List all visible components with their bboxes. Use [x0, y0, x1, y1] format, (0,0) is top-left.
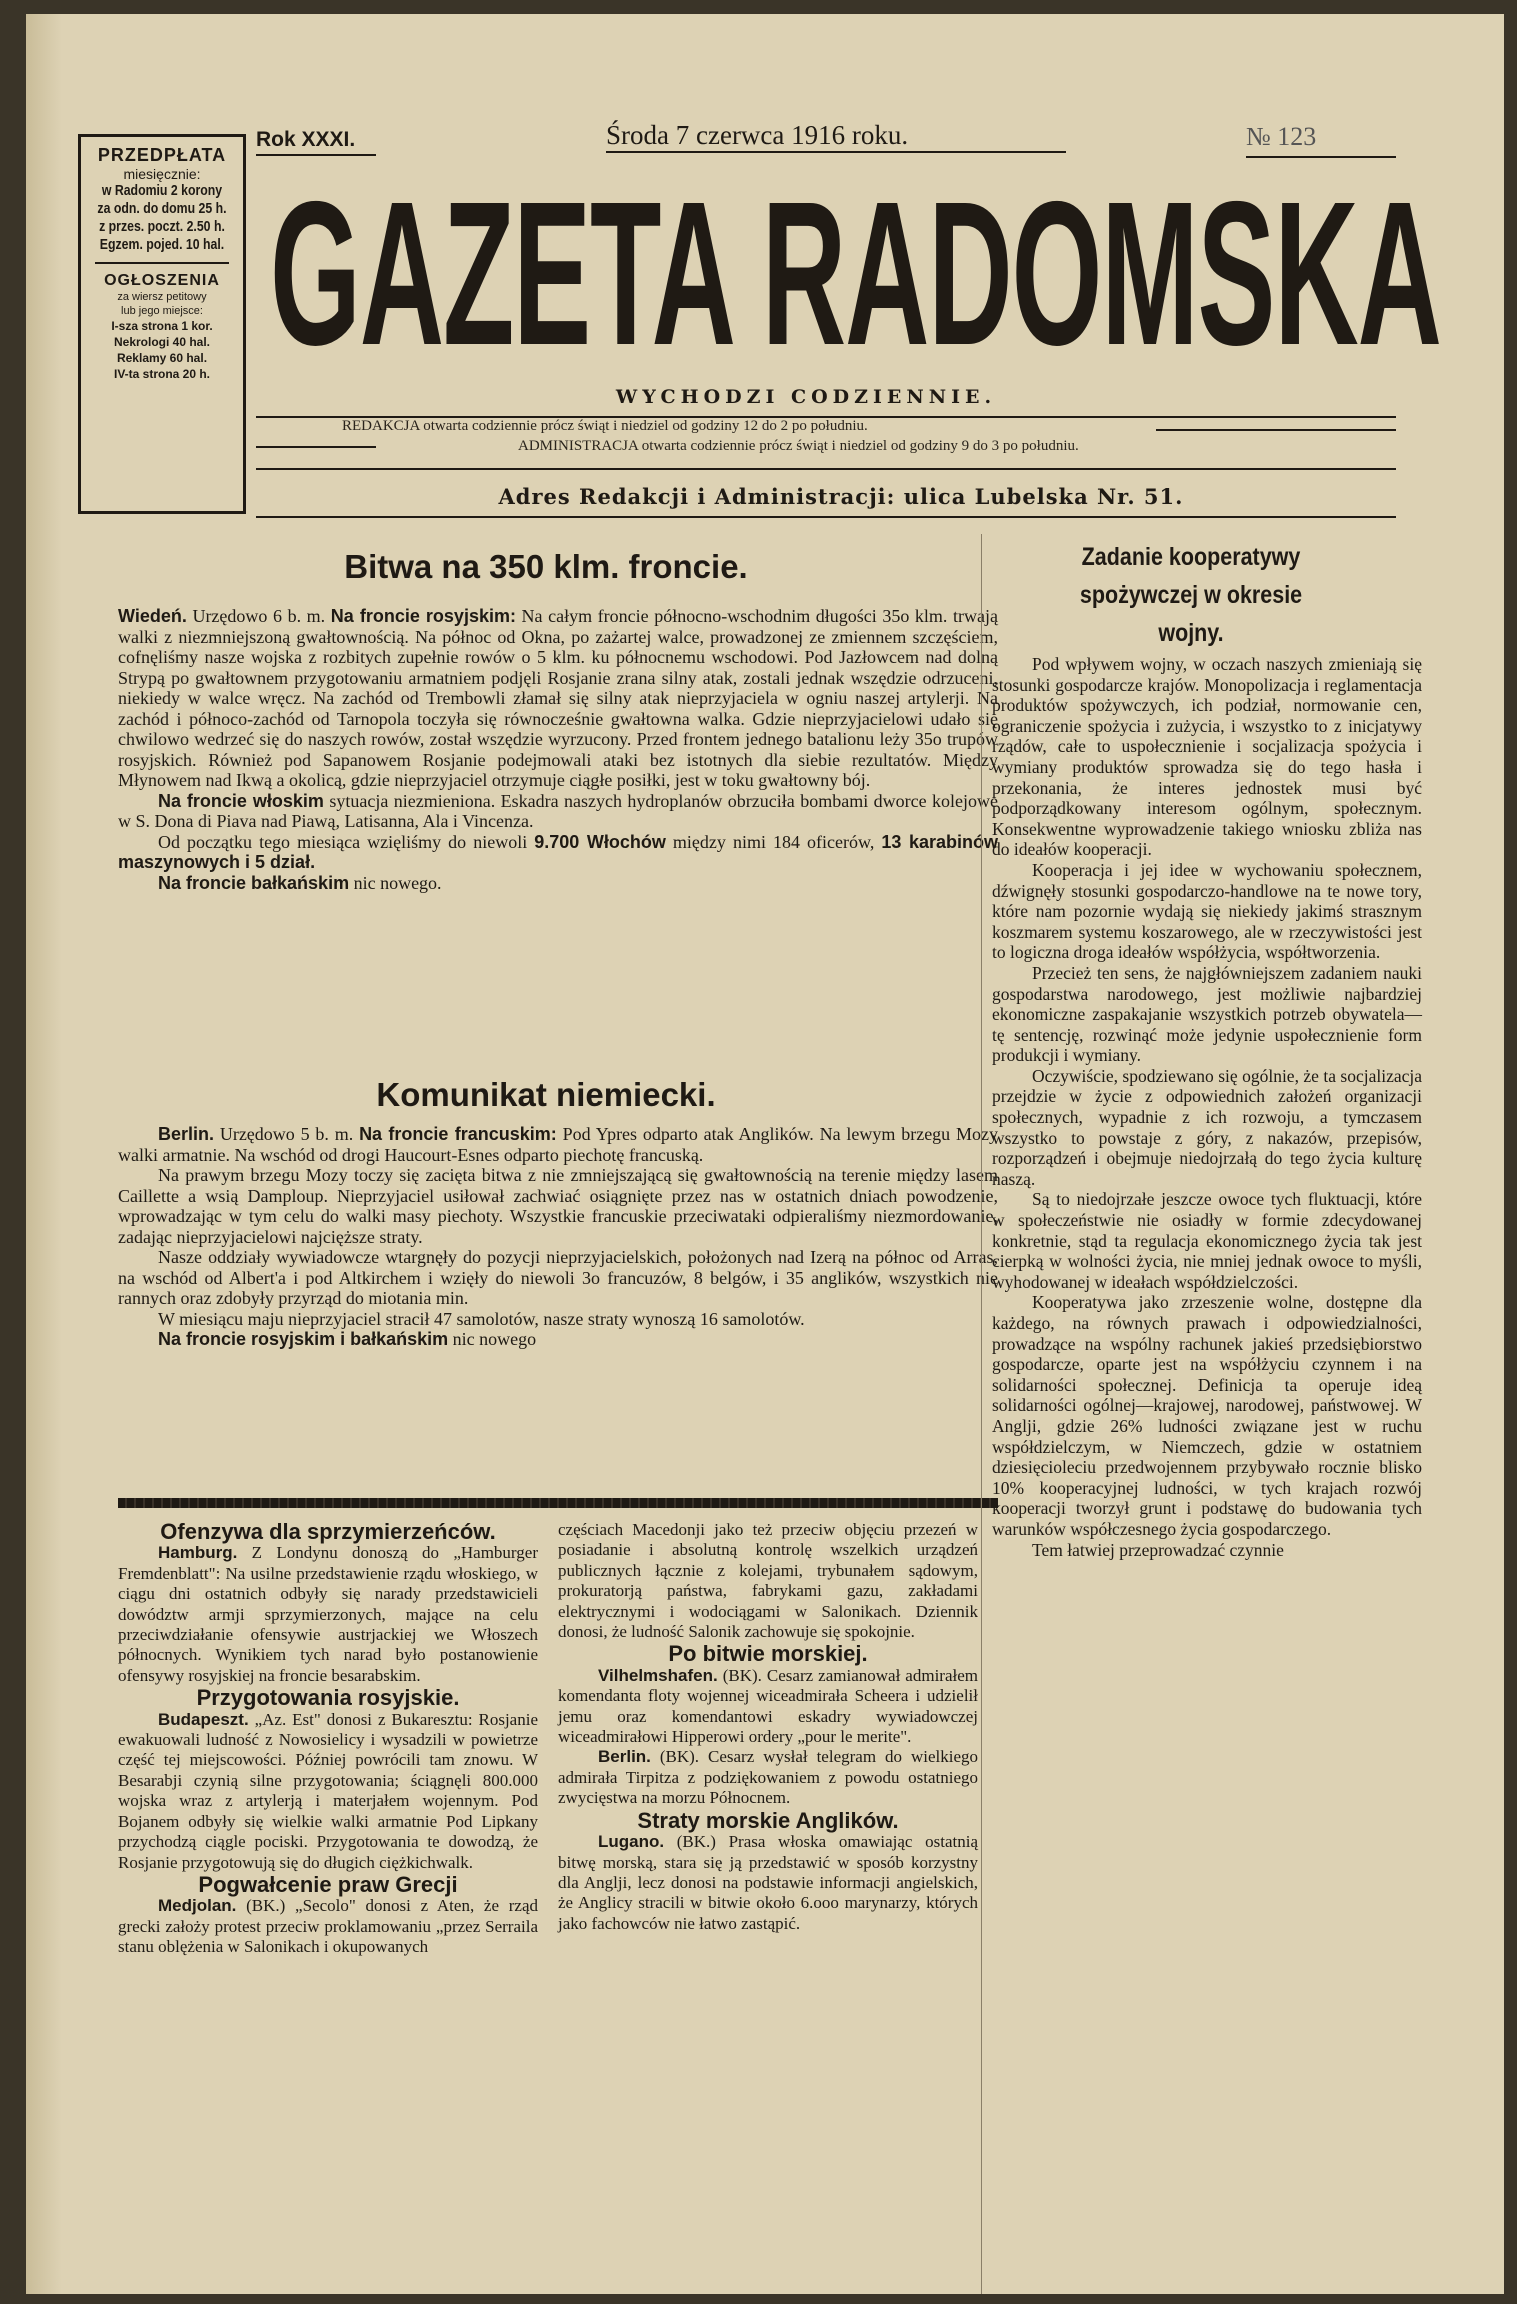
- article-headline: Komunikat niemiecki.: [376, 1076, 716, 1113]
- article-paragraph: W miesiącu maju nieprzyjaciel stracił 47 samolotów, nasze straty wynoszą 16 samolotów.: [158, 1308, 805, 1329]
- administration-hours: ADMINISTRACJA otwarta codziennie prócz świąt i niedziel od godziny 9 do 3 po południu.: [518, 438, 1079, 454]
- news-paragraph: Berlin. (BK). Cesarz wysłał telegram do wielkiego admirała Tirpitza z podziękowaniem z powodu ostatniego zwycięstwa na morzu Północnem.: [558, 1747, 978, 1808]
- article-paragraph: Są to niedojrzałe jeszcze owoce tych fluktuacji, które w społeczeństwie nie osiadły w formie zdecydowanej konkretnie, stąd ta regulacja ekonomicznego życia tak jest cierpką w wolności życia, nie mniej jednak owoce to myśli, wyhodowanej w ideałach współdzielczości.: [992, 1189, 1422, 1292]
- news-column-left: [118, 1520, 538, 1958]
- article-paragraph: Na froncie bałkańskim nic nowego.: [158, 872, 442, 893]
- subscription-period: miesięcznie:: [123, 166, 201, 182]
- newspaper-page: [26, 14, 1504, 2294]
- article-paragraph: Kooperatywa jako zrzeszenie wolne, dostępne dla każdego, na równych prawach i odpowiedzialności, prowadzące na wspólny rachunek jakieś przedsiębiorstwo gospodarcze, oparte jest na współżyciu czynnem i na solidarności społecznej. Definicja ta operuje ideą solidarności ogólnej—krajowej, narodowej, państwowej. W Anglji, gdzie 26% ludności związane jest w ruchu współdzielczym, w Niemczech, gdzie w ostatniem dziesięcioleciu przedwojennem przybywało rocznie blisko 10% kooperacyjnej ludności, w tych krajach rozwój kooperacji tworzył grunt i podstawę do budowania tych warunków współczesnego życia gospodarczego.: [992, 1292, 1422, 1539]
- section-divider: [118, 1498, 998, 1508]
- ads-price: Reklamy 60 hal.: [116, 351, 208, 365]
- ads-price: I-sza strona 1 kor.: [111, 319, 213, 333]
- issue-number: № 123: [1246, 122, 1317, 151]
- article-paragraph: Oczywiście, spodziewano się ogólnie, że ta socjalizacja przejdzie w życie z odpowiednich założeń organizacji społecznych, wypadnie z ich rozwoju, a tymczasem wszystko to powstaje z góry, z nakazów, przepisów, rozporządzeń i obejmuje niedojrzałą do tego życia kulturę naszą.: [992, 1065, 1422, 1189]
- article-headline: Bitwa na 350 klm. froncie.: [344, 548, 748, 585]
- news-headline: Ofenzywa dla sprzymierzeńców.: [160, 1519, 496, 1544]
- news-paragraph: częściach Macedonji jako też przeciw objęciu przezeń w posiadanie i absolutną kontrolę wszelkich urządzeń publicznych łącznie z kolejami, trybunałem sądowym, prokuratorją państwa, fabrykami gazu, zakładami elektrycznymi i wodociągami w Salonikach. Dziennik donosi, że ludność Salonik zachowuje się spokojnie.: [558, 1520, 978, 1642]
- article-paragraph: Tem łatwiej przeprowadzać czynnie: [1032, 1539, 1284, 1560]
- ads-note: lub jego miejsce:: [121, 305, 203, 317]
- news-headline: Straty morskie Anglików.: [637, 1807, 899, 1833]
- editorial-hours: REDAKCJA otwarta codziennie prócz świąt i niedziel od godziny 12 do 2 po południu.: [342, 418, 868, 434]
- article-paragraph: Wiedeń. Urzędowo 6 b. m. Na froncie rosyjskim: Na całym froncie północno-wschodnim długości 35o klm. trwają walki z niezmniejszoną gwałtownością. Na północ od Okna, po zażartej walce, prowadzonej ze zmiennem szczęściem, cofnęliśmy nasze wojska z rozbitych zupełnie rowów o 5 klm. ku północnemu wschodowi. Pod Jazłowcem nad dolną Strypą po gwałtownem przygotowaniu armatniem podjęli Rosjanie zrana silny atak, zostali jednak wszędzie odrzuceni, niekiedy w walce wręcz. Na zachód od Trembowli złamał się silny atak nieprzyjaciela w ogniu naszej artylerji. Na zachód i północo-zachód od Tarnopola toczyła się równocześnie gwałtowna walka. Gdzie nieprzyjacielowi udało się chwilowo wedrzeć się do naszych rowów, został wszędzie wyrzucony. Przed frontem jednego batalionu leży 35o trupów rosyjskich. Również pod Sapanowem Rosjanie podejmowali ataki bez istotnych dla siebie rezultatów. Między Młynowem nad Ikwą a okolicą, gdzie nieprzyjaciel otrzymuje ciągłe posiłki, jest w toku gwałtowny bój.: [118, 606, 998, 790]
- subscription-heading: PRZEDPŁATA: [97, 145, 227, 165]
- issue-date: Środa 7 czerwca 1916 roku.: [606, 120, 1066, 153]
- article-paragraph: Nasze oddziały wywiadowcze wtargnęły do pozycji nieprzyjacielskich, położonych nad Izerą na północ od Arras, na wschód od Albert'a i pod Altkirchem i wzięły do niewoli 3o francuzów, 8 belgów, i 35 anglików, wszystkich nie rannych oraz zdobyły przyrząd do miotania min.: [118, 1247, 998, 1308]
- news-paragraph: Vilhelmshafen. (BK). Cesarz zamianował admirałem komendanta floty wojennej wiceadmirała Scheera i udzielił jemu oraz komendantowi eskadry wywiadowczej wiceadmirałowi Hipperowi ordery „pour le merite".: [558, 1665, 978, 1747]
- article-paragraph: Od początku tego miesiąca wzięliśmy do niewoli 9.700 Włochów między nimi 184 oficerów, 13 karabinów maszynowych i 5 dział.: [118, 831, 999, 872]
- news-column-middle: [558, 1520, 978, 1934]
- news-paragraph: Budapeszt. „Az. Est" donosi z Bukaresztu: Rosjanie ewakuowali ludność z Nowosielicy i wysadzili w powietrze część tej miejscowości. Później powrócili tam znowu. W Besarabji czynią silne przygotowania; ściągnęli 800.000 wojska wraz z artylerją i materjałem wojennym. Pod Bojanem odbyły się wielkie walki armatnie Pod Lipkany przychodzą ciągle pociski. Przygotowania te dowodzą, że Rosjanie przygotowują się do długich ciężkichwalk.: [118, 1709, 538, 1872]
- price-line: z przes. poczt. 2.50 h.: [99, 218, 225, 235]
- price-line: Egzem. pojed. 10 hal.: [99, 236, 225, 253]
- news-headline: Przygotowania rosyjskie.: [196, 1685, 460, 1711]
- volume-number: Rok XXXI.: [256, 128, 356, 151]
- article-headline: Zadanie kooperatywy spożywczej w okresie wojny.: [1079, 543, 1303, 647]
- article-paragraph: Berlin. Urzędowo 5 b. m. Na froncie francuskim: Pod Ypres odparto atak Anglików. Na lewym brzegu Mozy walki armatnie. Na wschód od drogi Haucourt-Esnes odparto piechotę francuską.: [118, 1124, 998, 1165]
- news-headline: Pogwałcenie praw Grecji: [198, 1871, 458, 1897]
- article-paragraph: Na prawym brzegu Mozy toczy się zacięta bitwa z nie zmniejszającą się gwałtownością na terenie między lasem Caillette a wsią Damploup. Nieprzyjaciel usiłował zachwiać osiągnięte przez nas w ostatnich dniach powodzenie, wprowadzając w tym celu do walki masy piechoty. Wszystkie francuskie przeciwataki odpieraliśmy niezmordowanie, zadając nieprzyjacielowi najcięższe straty.: [118, 1165, 998, 1247]
- news-headline: Po bitwie morskiej.: [668, 1641, 868, 1667]
- ads-note: za wiersz petitowy: [117, 291, 207, 303]
- article-paragraph: Pod wpływem wojny, w oczach naszych zmieniają się stosunki gospodarcze krajów. Monopolizacja i reglamentacja produktów spożywczych, ich podział, normowanie cen, ograniczenie spożycia i zużycia, i wszystko to z inicjatywy rządów, całe to uspołecznienie i socjalizacja spożycia i wymiany produktów sprowadza się do tego hasła i przekonania, że interes jednostek musi być podporządkowany interesom ogólnym, społecznym. Konsekwentne wyprowadzenie takiego wniosku zbliża nas do ideałów kooperacji.: [992, 654, 1422, 860]
- address-line: Adres Redakcji i Administracji: ulica Lubelska Nr. 51.: [498, 484, 1184, 509]
- ads-price: Nekrologi 40 hal.: [113, 335, 211, 349]
- article-paragraph: Na froncie włoskim sytuacja niezmieniona. Eskadra naszych hydroplanów obrzuciła bombami dworce kolejowe w S. Dona di Piava nad Piawą, Latisanna, Ala i Vincenza.: [118, 790, 998, 831]
- article-paragraph: Przecież ten sens, że najgłówniejszem zadaniem nauki gospodarstwa narodowego, jest możliwie najbardziej ekonomiczne zaspakajanie wszystkich potrzeb obywatela—tę sentencję, rozwinąć może jedynie uspołecznienie form produkcji i wymiany.: [992, 962, 1422, 1066]
- price-line: w Radomiu 2 korony: [101, 182, 223, 199]
- article-body-right: [992, 654, 1422, 1560]
- frequency-subtitle: WYCHODZI CODZIENNIE.: [615, 386, 997, 408]
- article-body: [118, 1124, 998, 1350]
- price-line: za odn. do domu 25 h.: [97, 200, 227, 217]
- ads-heading: OGŁOSZENIA: [104, 272, 220, 289]
- ads-price: IV-ta strona 20 h.: [113, 367, 211, 381]
- newspaper-title: GAZETA RADOMSKA: [270, 159, 1441, 388]
- news-paragraph: Lugano. (BK.) Prasa włoska omawiając ostatnią bitwę morską, stara się ją przedstawić w sposób korzystny dla Anglji, lecz donosi na podstawie informacji angielskich, że Anglicy stracili w bitwie około 6.ooo marynarzy, których jako fachowców nie łatwo zastąpić.: [558, 1832, 978, 1933]
- article-paragraph: Na froncie rosyjskim i bałkańskim nic nowego: [158, 1329, 537, 1349]
- news-paragraph: Medjolan. (BK.) „Secolo" donosi z Aten, że rząd grecki założy protest przeciw proklamowaniu „przez Serraila stanu oblężenia w Salonikach i okupowanych: [118, 1896, 538, 1957]
- article-paragraph: Kooperacja i jej idee w wychowaniu społecznem, dźwignęły stosunki gospodarczo-handlowe na te nowe tory, które nam pozornie wydają się niekiedy jakimś strasznym koszmarem systemu koszarowego, ale w rzeczywistości jest to logiczna droga ideałów współżycia, współtworzenia.: [992, 859, 1422, 963]
- article-body: [118, 606, 998, 893]
- news-paragraph: Hamburg. Z Londynu donoszą do „Hamburger Fremdenblatt": Na usilne przedstawienie rządu włoskiego, w ciągu dni ostatnich odbyły się narady przedstawicieli dowództw armji sprzymierzonych, mające na celu przeciwdziałanie ofensywie austrjackiej we Włoszech północnych. Wynikiem tych narad było postanowienie ofensywy rosyjskiej na froncie besarabskim.: [118, 1543, 538, 1685]
- subscription-price-box: [78, 134, 246, 514]
